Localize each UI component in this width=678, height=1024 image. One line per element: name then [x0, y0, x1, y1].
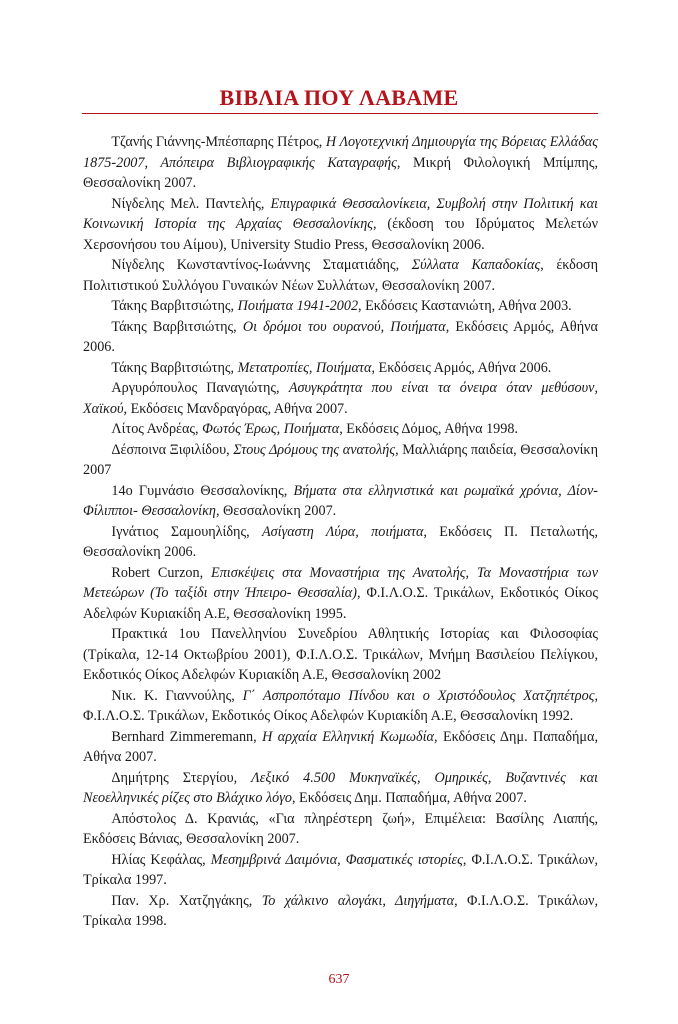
entry-publication: , Μικρή Φιλολογική Μπίμπης, Θεσσαλονίκη 2007.: [83, 154, 598, 191]
bibliography-entry: [83, 296, 598, 317]
bibliography-entry: [83, 481, 598, 522]
entry-title: Σύλλατα Καπαδοκίας: [411, 257, 541, 273]
bibliography-entry: [83, 132, 598, 194]
entry-publication: , Θεσσαλονίκη 2007.: [215, 503, 337, 519]
entry-title: Επισκέψεις στα Μοναστήρια της Ανατολής, Τα Μοναστήρια των Μετεώρων (Το ταξίδι στην Ήπειρο- Θεσσαλία): [83, 564, 598, 601]
entry-title: Επιγραφικά Θεσσαλονίκεια, Συμβολή στην Πολιτική και Κοινωνική Ιστορία της Αρχαίας Θεσσαλονίκης: [83, 195, 598, 232]
entry-publication: , Εκδόσεις Καστανιώτη, Αθήνα 2003.: [358, 298, 572, 314]
bibliography-entry: [83, 686, 598, 727]
entry-author: Πρακτικά 1ου Πανελληνίου Συνεδρίου Αθλητικής Ιστορίας και Φιλοσοφίας (Τρίκαλα, 12-14 Οκτωβρίου 2001), Φ.Ι.Λ.Ο.Σ. Τρικάλων, Μνήμη Βασιλείου Πελίγκου, Εκδοτικός Οίκος Αδελφών Κυριακίδη Α.Ε, Θεσσαλονίκη 2002: [83, 626, 598, 683]
entry-publication: , Εκδόσεις Δόμος, Αθήνα 1998.: [339, 421, 518, 437]
entry-author: Τάκης Βαρβιτσιώτης,: [111, 298, 238, 314]
entry-author: Νίγδελης Μελ. Παντελής,: [111, 195, 271, 212]
entry-author: Ηλίας Κεφάλας,: [111, 851, 211, 868]
entry-author: Δημήτρης Στεργίου,: [111, 769, 252, 786]
title-divider: [82, 113, 598, 114]
entry-author: Απόστολος Δ. Κρανιάς, «Για πληρέστερη ζωή», Επιμέλεια: Βασίλης Λιαπής, Εκδόσεις Βάνιας, Θεσσαλονίκη 2007.: [83, 810, 598, 847]
entry-author: Ιγνάτιος Σαμουηλίδης,: [111, 523, 262, 540]
bibliography-entry: [83, 624, 598, 686]
entry-title: Ποιήματα 1941-2002: [237, 298, 359, 314]
entry-author: Παν. Χρ. Χατζηγάκης,: [111, 892, 262, 909]
bibliography-entry: [83, 809, 598, 850]
entry-author: Robert Curzon,: [111, 564, 212, 581]
entry-title: Μετατροπίες, Ποιήματα: [237, 359, 372, 376]
entry-author: Τζανής Γιάννης-Μπέσπαρης Πέτρος,: [111, 134, 326, 150]
bibliography-entry: [83, 255, 598, 296]
bibliography-list: [83, 132, 598, 932]
entry-title: Λεξικό 4.500 Μυκηναϊκές, Ομηρικές, Βυζαντινές και Νεοελληνικές ρίζες στο Βλάχικο λόγο: [83, 769, 598, 806]
entry-author: Τάκης Βαρβιτσιώτης,: [111, 318, 243, 335]
entry-publication: , Εκδόσεις Δημ. Παπαδήμα, Αθήνα 2007.: [291, 790, 527, 806]
entry-title: Μεσημβρινά Δαιμόνια, Φασματικές ιστορίες: [210, 851, 463, 868]
entry-author: Αργυρόπουλος Παναγιώτης,: [111, 380, 289, 396]
bibliography-entry: [83, 419, 598, 440]
entry-publication: , Φ.Ι.Λ.Ο.Σ. Τρικάλων, Εκδοτικός Οίκος Αδελφών Κυριακίδη Α.Ε, Θεσσαλονίκη 1995.: [83, 585, 598, 622]
entry-publication: , Εκδόσεις Δημ. Παπαδήμα, Αθήνα 2007.: [83, 728, 599, 765]
entry-publication: , (έκδοση του Ιδρύματος Μελετών Χερσονήσου του Αίμου), University Studio Press, Θεσσαλονίκη 2006.: [83, 216, 598, 253]
entry-author: 14ο Γυμνάσιο Θεσσαλονίκης,: [111, 482, 294, 499]
bibliography-entry: [83, 563, 598, 625]
entry-author: Δέσποινα Ξιφιλίδου,: [111, 441, 234, 458]
entry-author: Νικ. Κ. Γιαννούλης,: [111, 687, 243, 704]
entry-title: Ασυγκράτητα που είναι τα όνειρα όταν μεθύσουν, Χαϊκού: [83, 380, 598, 417]
entry-title: Οι δρόμοι του ουρανού, Ποιήματα: [242, 318, 446, 335]
bibliography-entry: [83, 358, 598, 379]
entry-title: Γ΄ Ασπροπόταμο Πίνδου και ο Χριστόδουλος Χατζηπέτρος: [242, 687, 595, 704]
bibliography-entry: [83, 850, 598, 891]
entry-publication: , Εκδόσεις Π. Πεταλωτής, Θεσσαλονίκη 2006.: [83, 523, 598, 560]
entry-publication: , Εκδόσεις Μανδραγόρας, Αθήνα 2007.: [123, 400, 348, 417]
bibliography-entry: [83, 768, 598, 809]
entry-publication: , Φ.Ι.Λ.Ο.Σ. Τρικάλων, Εκδοτικός Οίκος Αδελφών Κυριακίδη Α.Ε, Θεσσαλονίκη 1992.: [83, 687, 598, 724]
page-title: ΒΙΒΛΙΑ ΠΟΥ ΛΑΒΑΜΕ: [219, 85, 459, 110]
entry-title: Φωτός Έρως, Ποιήματα: [202, 421, 340, 437]
bibliography-entry: [83, 194, 598, 256]
entry-publication: , έκδοση Πολιτιστικού Συλλόγου Γυναικών Νέων Συλλάτων, Θεσσαλονίκη 2007.: [83, 257, 598, 294]
entry-title: Η Λογοτεχνική Δημιουργία της Βόρειας Ελλάδας 1875-2007, Απόπειρα Βιβλιογραφικής Καταγραφής: [83, 134, 598, 171]
bibliography-entry: [83, 378, 598, 419]
entry-author: Bernhard Zimmeremann,: [111, 728, 263, 745]
entry-author: Νίγδελης Κωνσταντίνος-Ιωάννης Σταματιάδης,: [111, 257, 412, 273]
entry-publication: , Εκδόσεις Αρμός, Αθήνα 2006.: [371, 359, 552, 376]
entry-publication: , Φ.Ι.Λ.Ο.Σ. Τρικάλων, Τρίκαλα 1998.: [83, 892, 598, 929]
bibliography-entry: [83, 727, 598, 768]
entry-author: Λίτος Ανδρέας,: [111, 421, 203, 437]
entry-title: Ασίγαστη Λύρα, ποιήματα: [262, 523, 424, 540]
bibliography-entry: [83, 317, 598, 358]
bibliography-entry: [83, 440, 598, 481]
bibliography-entry: [83, 522, 598, 563]
bibliography-entry: [83, 891, 598, 932]
entry-publication: , Φ.Ι.Λ.Ο.Σ. Τρικάλων, Τρίκαλα 1997.: [83, 851, 599, 888]
entry-publication: , Μαλλιάρης παιδεία, Θεσσαλονίκη 2007: [83, 441, 598, 478]
entry-author: Τάκης Βαρβιτσιώτης,: [111, 359, 238, 376]
entry-title: Βήματα στα ελληνιστικά και ρωμαϊκά χρόνια, Δίον-Φίλιπποι- Θεσσαλονίκη: [83, 482, 598, 519]
entry-publication: , Εκδόσεις Αρμός, Αθήνα 2006.: [83, 318, 598, 355]
entry-title: Το χάλκινο αλογάκι, Διηγήματα: [261, 892, 455, 909]
page-number: 637: [328, 972, 350, 987]
entry-title: Η αρχαία Ελληνική Κωμωδία: [262, 728, 434, 745]
entry-title: Στους Δρόμους της ανατολής: [233, 441, 396, 458]
